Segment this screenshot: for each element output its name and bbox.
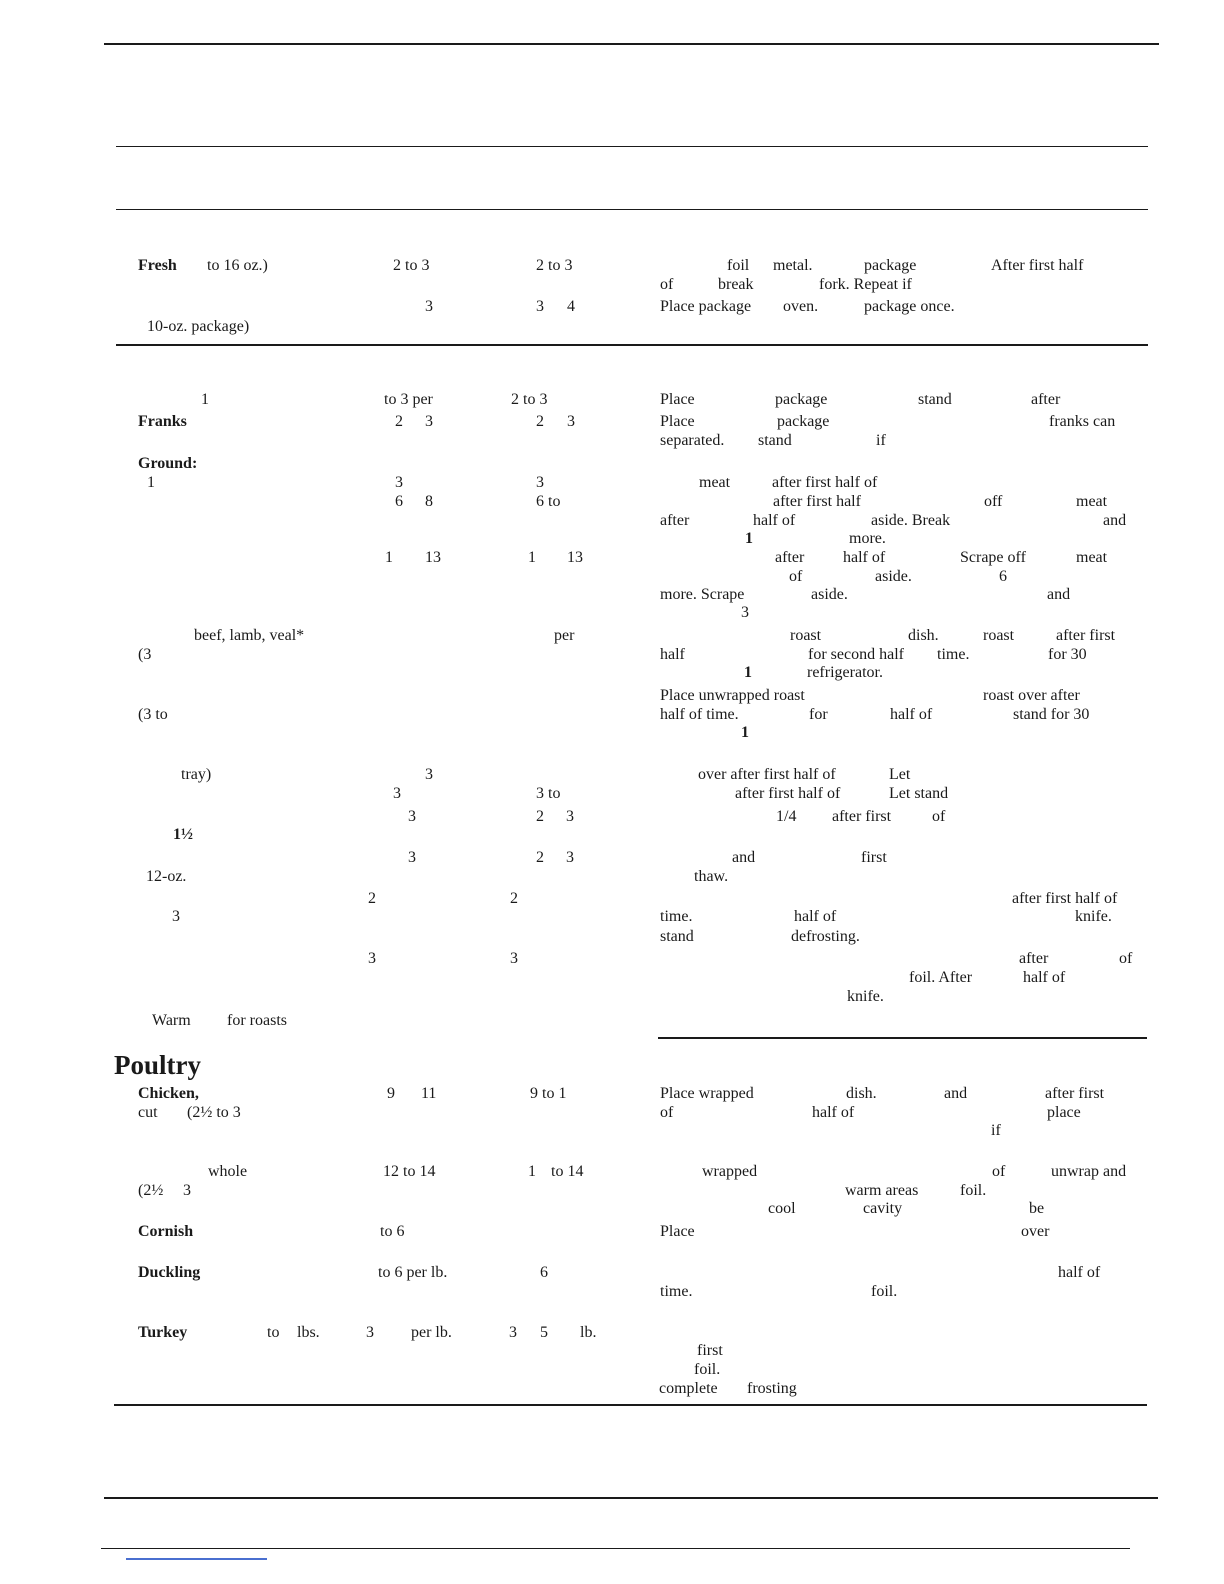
poultry-cell: first: [697, 1342, 723, 1359]
meat-cell: stand for 30: [1013, 706, 1090, 723]
meat-cell: Warm: [152, 1012, 191, 1029]
poultry-cell: 6: [540, 1264, 548, 1281]
fresh-time-5: 4: [567, 298, 575, 315]
poultry-cell: foil.: [871, 1283, 898, 1300]
meat-cell: 1: [745, 530, 753, 547]
poultry-cell: lbs.: [297, 1324, 320, 1341]
meat-cell: half of time.: [660, 706, 739, 723]
meat-cell: half: [660, 646, 685, 663]
poultry-cell: to 14: [551, 1163, 584, 1180]
poultry-cell: cavity: [863, 1200, 903, 1217]
meat-cell: first: [861, 849, 887, 866]
fresh-note: break: [718, 276, 754, 293]
poultry-cell: to 6: [380, 1223, 405, 1240]
poultry-cell: 5: [540, 1324, 548, 1341]
meat-cell: after first half of: [772, 474, 878, 491]
meat-cell: for: [809, 706, 828, 723]
poultry-cell: if: [991, 1122, 1001, 1139]
meat-cell: more.: [849, 530, 886, 547]
meat-cell: 3: [741, 604, 749, 621]
fresh-note: metal.: [773, 257, 813, 274]
meat-cell: 3: [393, 785, 401, 802]
meat-cell: 2: [368, 890, 376, 907]
meat-cell: half of: [794, 908, 837, 925]
fresh-package-size: 10-oz. package): [147, 318, 250, 335]
poultry-cell: wrapped: [702, 1163, 758, 1180]
fresh-time-2: 2 to 3: [536, 257, 573, 274]
meat-cell: 1: [147, 474, 155, 491]
poultry-label: Cornish: [138, 1223, 194, 1240]
poultry-cell: Place: [660, 1223, 695, 1240]
poultry-cell: and: [944, 1085, 968, 1102]
meat-cell: 2: [536, 413, 544, 430]
meat-cell: roast: [983, 627, 1015, 644]
poultry-cell: 3: [509, 1324, 517, 1341]
poultry-cell: 12 to 14: [383, 1163, 436, 1180]
meat-label: Ground:: [138, 455, 198, 472]
meat-cell: for 30: [1048, 646, 1087, 663]
meat-cell: to 3 per: [384, 391, 433, 408]
meat-cell: if: [876, 432, 886, 449]
meat-cell: 2 to 3: [511, 391, 548, 408]
poultry-label: Duckling: [138, 1264, 201, 1281]
meat-cell: time.: [937, 646, 970, 663]
poultry-cell: warm areas: [845, 1182, 919, 1199]
meat-cell: aside. Break: [871, 512, 951, 529]
fresh-note: oven.: [783, 298, 819, 315]
meat-cell: 3: [172, 908, 180, 925]
poultry-cell: 3: [183, 1182, 191, 1199]
section-rule: [114, 1404, 1147, 1406]
meat-cell: package: [777, 413, 830, 430]
meat-cell: 1: [528, 549, 536, 566]
fresh-note: Place package: [660, 298, 752, 315]
meat-cell: (3: [138, 646, 152, 663]
fresh-time-3: 3: [425, 298, 433, 315]
poultry-cell: after first: [1045, 1085, 1105, 1102]
meat-cell: 3: [566, 808, 574, 825]
header-rule-1: [116, 146, 1148, 147]
poultry-cell: 9: [387, 1085, 395, 1102]
meat-cell: of: [1119, 950, 1133, 967]
meat-label: Franks: [138, 413, 187, 430]
meat-cell: 6: [395, 493, 403, 510]
meat-cell: 3: [566, 849, 574, 866]
poultry-cell: foil.: [960, 1182, 987, 1199]
poultry-cell: to: [267, 1324, 280, 1341]
meat-cell: knife.: [847, 988, 884, 1005]
meat-cell: 1: [741, 724, 749, 741]
meat-cell: after first: [1056, 627, 1116, 644]
meat-cell: 3 to: [536, 785, 561, 802]
meat-cell: over after first half of: [698, 766, 836, 783]
meat-cell: beef, lamb, veal*: [194, 627, 305, 644]
meat-cell: stand: [918, 391, 952, 408]
meat-cell: 3: [567, 413, 575, 430]
poultry-cell: whole: [208, 1163, 248, 1180]
meat-cell: 6 to: [536, 493, 561, 510]
bottom-rule: [104, 1497, 1158, 1499]
meat-cell: 3: [408, 849, 416, 866]
meat-cell: 3: [425, 766, 433, 783]
meat-cell: 3: [368, 950, 376, 967]
meat-cell: Let: [889, 766, 911, 783]
meat-cell: half of: [1023, 969, 1066, 986]
meat-cell: (3 to: [138, 706, 168, 723]
meat-cell: 6: [999, 568, 1007, 585]
meat-cell: after: [1031, 391, 1061, 408]
meat-cell: Place unwrapped roast: [660, 687, 805, 704]
meat-cell: franks can: [1049, 413, 1116, 430]
meat-cell: knife.: [1075, 908, 1112, 925]
meat-cell: 2: [395, 413, 403, 430]
meat-cell: dish.: [908, 627, 939, 644]
meat-cell: 13: [425, 549, 441, 566]
meat-cell: 3: [425, 413, 433, 430]
meat-cell: and: [1047, 586, 1071, 603]
header-rule-2: [116, 209, 1148, 210]
meat-cell: time.: [660, 908, 693, 925]
poultry-cell: cut: [138, 1104, 158, 1121]
meat-cell: aside.: [811, 586, 848, 603]
fresh-note: package once.: [864, 298, 955, 315]
meat-cell: more. Scrape: [660, 586, 745, 603]
meat-cell: 1½: [173, 826, 193, 843]
meat-cell: per: [554, 627, 575, 644]
poultry-cell: (2½: [138, 1182, 164, 1199]
poultry-cell: half of: [812, 1104, 855, 1121]
poultry-cell: (2½ to 3: [187, 1104, 241, 1121]
meat-cell: meat: [1076, 493, 1108, 510]
poultry-cell: place: [1047, 1104, 1081, 1121]
poultry-cell: be: [1029, 1200, 1045, 1217]
footer-rule: [101, 1548, 1130, 1549]
poultry-cell: frosting: [747, 1380, 797, 1397]
poultry-label: Turkey: [138, 1324, 188, 1341]
fresh-note: foil: [727, 257, 750, 274]
fresh-note: After first half: [991, 257, 1084, 274]
poultry-cell: dish.: [846, 1085, 877, 1102]
meat-cell: Place: [660, 391, 695, 408]
poultry-cell: complete: [659, 1380, 718, 1397]
meat-cell: tray): [181, 766, 212, 783]
meat-cell: roast: [790, 627, 822, 644]
meat-cell: 2: [510, 890, 518, 907]
poultry-cell: to 6 per lb.: [378, 1264, 448, 1281]
meat-cell: half of: [890, 706, 933, 723]
meat-cell: defrosting.: [791, 928, 860, 945]
meat-cell: of: [932, 808, 946, 825]
meat-cell: after: [660, 512, 690, 529]
meat-cell: half of: [753, 512, 796, 529]
poultry-cell: half of: [1058, 1264, 1101, 1281]
meat-cell: 1/4: [776, 808, 797, 825]
poultry-cell: of: [660, 1104, 674, 1121]
meat-cell: 3: [408, 808, 416, 825]
poultry-title: Poultry: [114, 1050, 201, 1080]
meat-cell: 1: [201, 391, 209, 408]
meat-cell: and: [732, 849, 756, 866]
fresh-note: fork. Repeat if: [819, 276, 912, 293]
meat-cell: meat: [1076, 549, 1108, 566]
meat-cell: after: [775, 549, 805, 566]
meat-cell: 1: [744, 664, 752, 681]
fresh-time-1: 2 to 3: [393, 257, 430, 274]
meat-cell: separated.: [660, 432, 725, 449]
meat-cell: after first half of: [735, 785, 841, 802]
meat-cell: half of: [843, 549, 886, 566]
poultry-cell: lb.: [580, 1324, 597, 1341]
poultry-cell: Place wrapped: [660, 1085, 754, 1102]
meat-cell: of: [789, 568, 803, 585]
meat-cell: 3: [395, 474, 403, 491]
poultry-label: Chicken,: [138, 1085, 199, 1102]
poultry-cell: 11: [421, 1085, 437, 1102]
meat-cell: for roasts: [227, 1012, 287, 1029]
meat-cell: roast over after: [983, 687, 1080, 704]
meat-cell: for second half: [808, 646, 904, 663]
meat-cell: stand: [660, 928, 694, 945]
poultry-cell: 3: [366, 1324, 374, 1341]
meat-cell: 13: [567, 549, 583, 566]
fresh-note: of: [660, 276, 674, 293]
meat-cell: 2: [536, 849, 544, 866]
top-rule: [104, 43, 1159, 45]
meat-cell: off: [984, 493, 1003, 510]
meat-cell: package: [775, 391, 828, 408]
meat-cell: 3: [510, 950, 518, 967]
meat-cell: refrigerator.: [807, 664, 883, 681]
meat-cell: 1: [385, 549, 393, 566]
meat-cell: meat: [699, 474, 731, 491]
poultry-cell: unwrap and: [1051, 1163, 1127, 1180]
meat-cell: after first: [832, 808, 892, 825]
poultry-cell: time.: [660, 1283, 693, 1300]
meat-cell: 3: [536, 474, 544, 491]
meat-cell: after: [1019, 950, 1049, 967]
meat-cell: thaw.: [694, 868, 729, 885]
fresh-note: package: [864, 257, 917, 274]
section-rule: [116, 344, 1148, 346]
poultry-cell: 1: [528, 1163, 536, 1180]
meat-cell: 8: [425, 493, 433, 510]
meat-cell: foil. After: [909, 969, 973, 986]
poultry-cell: foil.: [694, 1361, 721, 1378]
meat-cell: after first half: [773, 493, 861, 510]
meat-cell: aside.: [875, 568, 912, 585]
meat-cell: 2: [536, 808, 544, 825]
meat-cell: 12-oz.: [146, 868, 187, 885]
meat-cell: and: [1103, 512, 1127, 529]
poultry-cell: per lb.: [411, 1324, 452, 1341]
poultry-cell: of: [992, 1163, 1006, 1180]
fresh-label: Fresh: [138, 257, 177, 274]
meat-cell: Scrape off: [960, 549, 1026, 566]
section-rule: [658, 1037, 1147, 1039]
fresh-size: to 16 oz.): [207, 257, 268, 274]
poultry-cell: over: [1021, 1223, 1050, 1240]
meat-cell: Let stand: [889, 785, 949, 802]
poultry-cell: cool: [768, 1200, 796, 1217]
meat-cell: Place: [660, 413, 695, 430]
meat-cell: after first half of: [1012, 890, 1118, 907]
poultry-cell: 9 to 1: [530, 1085, 567, 1102]
fresh-time-4: 3: [536, 298, 544, 315]
footer-link-underline[interactable]: [126, 1558, 267, 1560]
meat-cell: stand: [758, 432, 792, 449]
